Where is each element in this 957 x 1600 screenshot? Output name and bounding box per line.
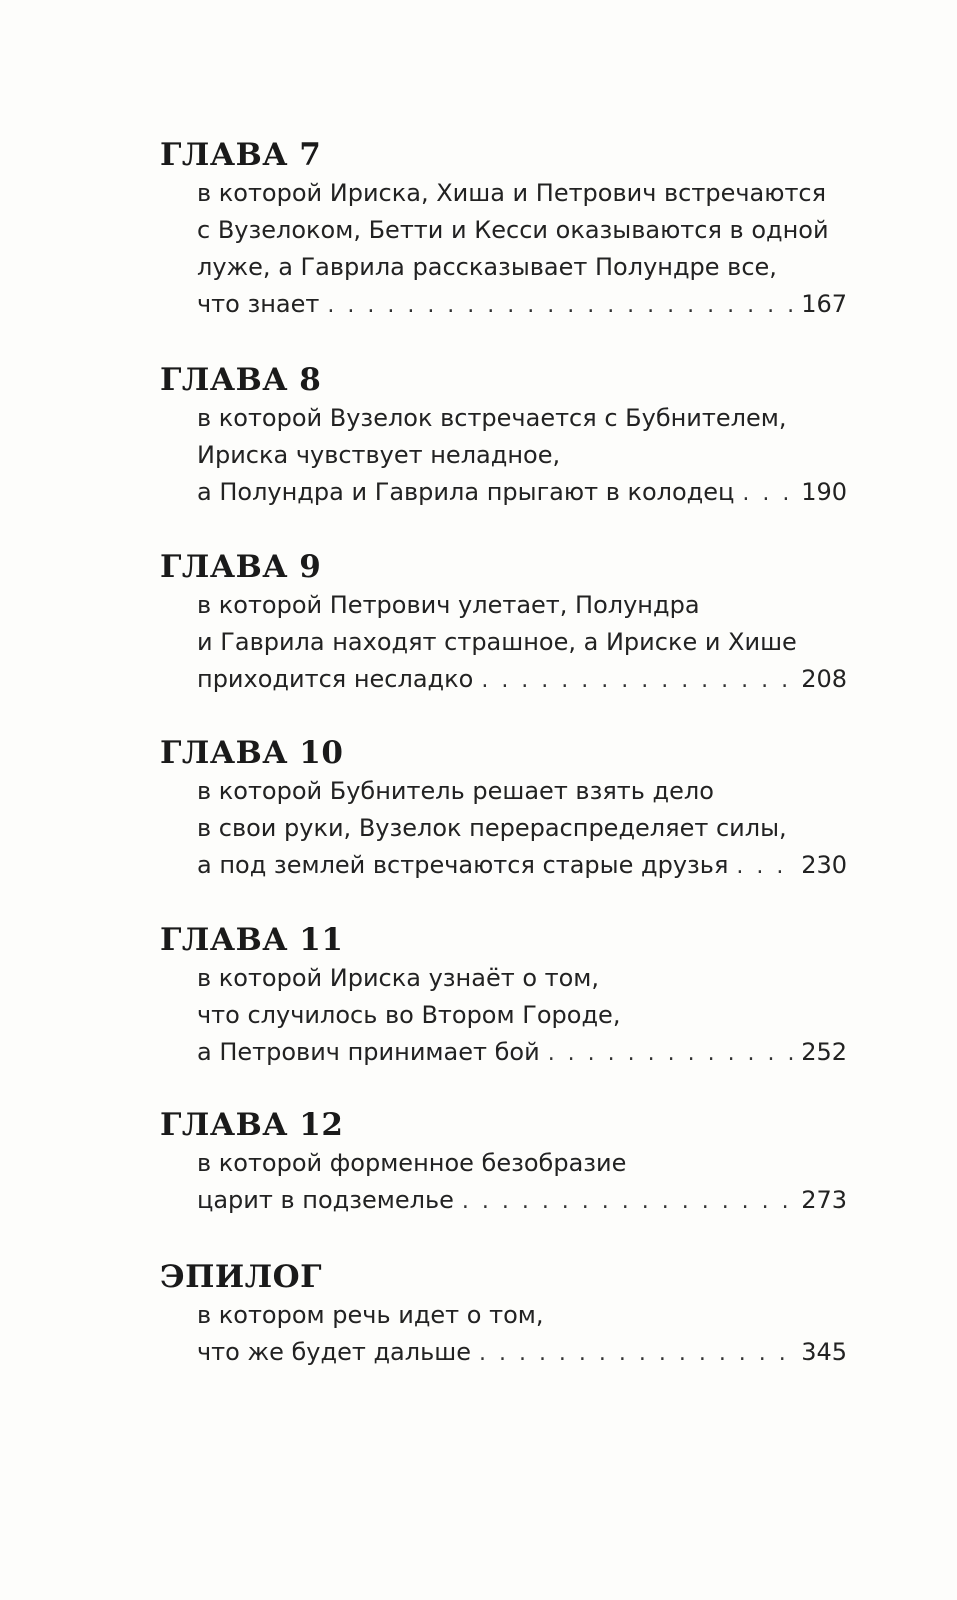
description-line: что же будет дальше	[197, 1338, 471, 1366]
toc-entry-chapter-9	[155, 547, 847, 698]
chapter-description	[197, 587, 847, 698]
toc-entry-chapter-10	[155, 733, 847, 884]
description-line: в котором речь идет о том,	[197, 1301, 544, 1329]
description-line: Ириска чувствует неладное,	[197, 441, 561, 469]
page-number: 273	[801, 1186, 847, 1214]
description-last-line	[197, 847, 847, 884]
chapter-title: ГЛАВА 11	[160, 922, 344, 958]
description-line: что знает	[197, 290, 320, 318]
description-line: в свои руки, Вузелок перераспределяет силы,	[197, 814, 787, 842]
toc-entry-chapter-12	[155, 1105, 847, 1219]
description-line: с Вузелоком, Бетти и Кесси оказываются в одной	[197, 216, 829, 244]
toc-entry-epilogue	[155, 1257, 847, 1371]
description-line: в которой форменное безобразие	[197, 1149, 627, 1177]
page-number: 345	[801, 1338, 847, 1366]
description-line: приходится несладко	[197, 665, 474, 693]
dot-leader	[742, 475, 795, 512]
chapter-title: ГЛАВА 12	[160, 1107, 344, 1143]
description-line: луже, а Гаврила рассказывает Полундре все,	[197, 253, 777, 281]
chapter-title: ГЛАВА 9	[160, 549, 322, 585]
page-number: 230	[801, 851, 847, 879]
description-last-line	[197, 1034, 847, 1071]
chapter-description	[197, 773, 847, 884]
dot-leader	[736, 848, 795, 885]
dot-leader	[479, 1335, 795, 1372]
toc-entry-chapter-7	[155, 135, 847, 323]
chapter-description	[197, 175, 847, 323]
dot-leader	[462, 1183, 795, 1220]
description-line: а Петрович принимает бой	[197, 1038, 540, 1066]
description-line: царит в подземелье	[197, 1186, 454, 1214]
dot-leader	[548, 1035, 796, 1072]
chapter-description	[197, 1145, 847, 1219]
description-line: в которой Петрович улетает, Полундра	[197, 591, 700, 619]
toc-entry-chapter-8	[155, 360, 847, 511]
description-last-line	[197, 661, 847, 698]
page-number: 190	[801, 478, 847, 506]
chapter-description	[197, 960, 847, 1071]
description-last-line	[197, 474, 847, 511]
page-number: 167	[801, 290, 847, 318]
chapter-title: ЭПИЛОГ	[160, 1259, 323, 1295]
description-line: а под землей встречаются старые друзья	[197, 851, 729, 879]
description-last-line	[197, 286, 847, 323]
dot-leader	[481, 662, 795, 699]
chapter-description	[197, 1297, 847, 1371]
page-number: 252	[801, 1038, 847, 1066]
description-line: и Гаврила находят страшное, а Ириске и Хише	[197, 628, 797, 656]
description-line: в которой Ириска узнаёт о том,	[197, 964, 600, 992]
description-last-line	[197, 1334, 847, 1371]
chapter-title: ГЛАВА 7	[160, 137, 322, 173]
description-line: в которой Бубнитель решает взять дело	[197, 777, 714, 805]
chapter-title: ГЛАВА 8	[160, 362, 322, 398]
description-last-line	[197, 1182, 847, 1219]
description-line: в которой Вузелок встречается с Бубнителем,	[197, 404, 787, 432]
dot-leader	[327, 287, 795, 324]
toc-entry-chapter-11	[155, 920, 847, 1071]
chapter-description	[197, 400, 847, 511]
chapter-title: ГЛАВА 10	[160, 735, 344, 771]
description-line: что случилось во Втором Городе,	[197, 1001, 621, 1029]
description-line: в которой Ириска, Хиша и Петрович встречаются	[197, 179, 827, 207]
page-number: 208	[801, 665, 847, 693]
description-line: а Полундра и Гаврила прыгают в колодец	[197, 478, 735, 506]
